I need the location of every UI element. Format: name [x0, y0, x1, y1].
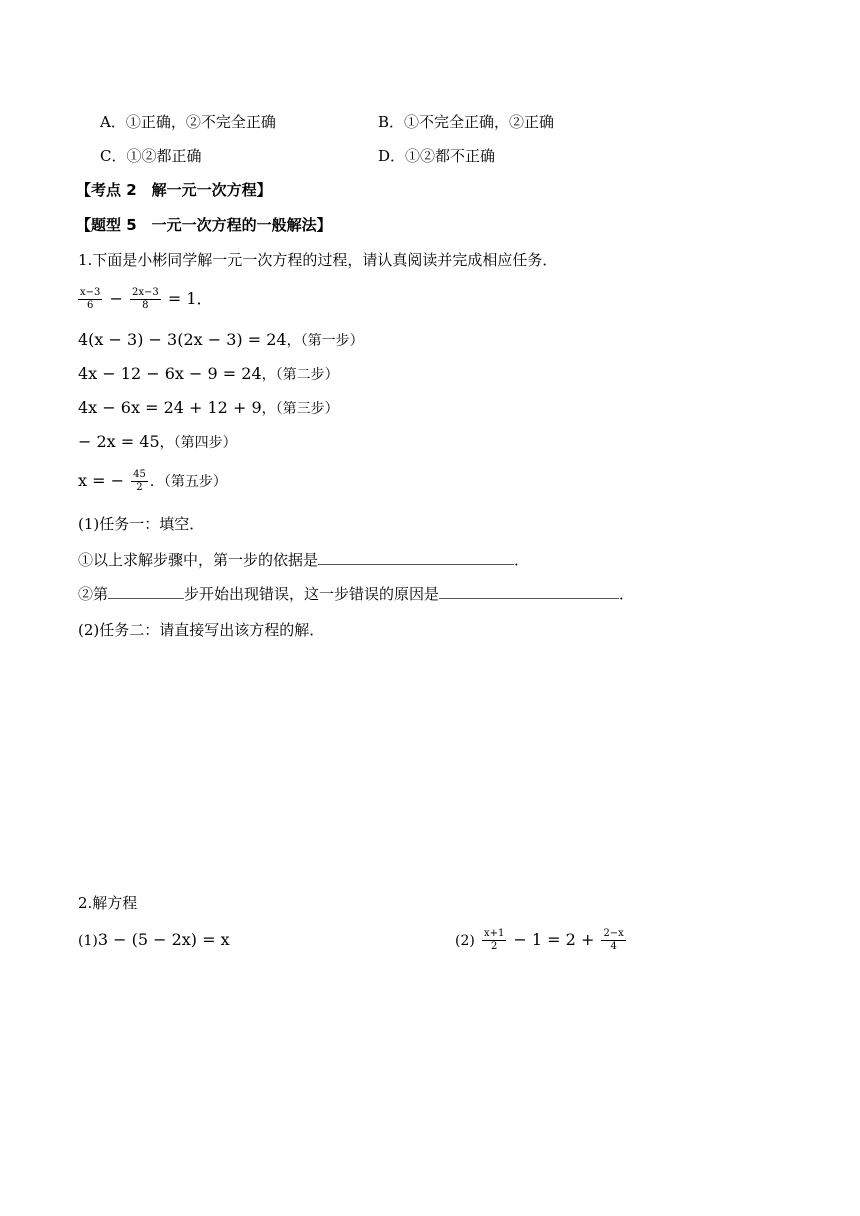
heading-tixing: 【题型 5 一元一次方程的一般解法】 [76, 216, 332, 234]
q2-part1-label: (1) [78, 933, 98, 949]
q1-frac2-den: 8 [142, 300, 149, 311]
q1-minus: − [109, 289, 123, 308]
q1-step-5 [78, 466, 227, 497]
q1-frac2-num: 2x−3 [131, 287, 159, 298]
q2-part1 [78, 930, 230, 951]
q1-step-1 [78, 330, 364, 351]
q1-task2: (2)任务二：请直接写出该方程的解． [78, 621, 325, 639]
q2-part2-frac1-num: x+1 [483, 928, 505, 939]
q1-step-5-frac [131, 469, 148, 494]
q1-step-1-expr: 4(x − 3) − 3(2x − 3) = 24 [78, 330, 287, 349]
q1-task1-item1-prefix: ①以上求解步骤中，第一步的依据是 [78, 551, 319, 569]
answer-blank-step[interactable] [108, 584, 184, 599]
q1-task1-item2-prefix: ②第 [78, 585, 109, 603]
answer-blank-reason[interactable] [439, 584, 619, 599]
q2-part2-frac1 [482, 928, 506, 953]
q1-task1: (1)任务一：填空． [78, 515, 205, 533]
choice-c: C．①②都正确 [100, 147, 202, 165]
q1-step-3-note: ，（第三步） [261, 401, 339, 417]
q2-part2 [455, 925, 628, 956]
q2-part2-label: (2) [455, 933, 475, 949]
q1-task1-item2 [78, 584, 634, 604]
choice-b: B．①不完全正确，②正确 [378, 113, 555, 131]
choice-a: A．①正确，②不完全正确 [100, 113, 276, 131]
q1-task1-item2-mid: 步开始出现错误，这一步错误的原因是 [184, 585, 440, 603]
q1-step-4-note: ，（第四步） [159, 435, 237, 451]
q1-step-2 [78, 364, 339, 385]
q1-step-5-num: 45 [133, 469, 146, 480]
q1-step-4-expr: − 2x = 45 [78, 432, 160, 451]
q1-equation [76, 284, 213, 314]
heading-kaodian: 【考点 2 解一元一次方程】 [76, 181, 272, 199]
q1-frac2 [130, 287, 161, 312]
q1-frac1 [78, 287, 102, 312]
q1-step-5-lhs: x = − [78, 471, 125, 490]
q1-task1-item1-suffix: ． [514, 551, 530, 569]
q1-task1-item2-suffix: ． [619, 585, 635, 603]
answer-blank-basis[interactable] [318, 550, 514, 565]
q2-part2-frac2 [601, 928, 625, 953]
q1-task1-item1 [78, 550, 529, 570]
q1-rhs: = 1． [167, 289, 213, 308]
q2-part2-frac1-den: 2 [490, 941, 498, 952]
q1-step-4 [78, 432, 237, 453]
q1-step-1-note: ，（第一步） [286, 333, 364, 349]
q1-step-2-expr: 4x − 12 − 6x − 9 = 24 [78, 364, 262, 383]
q1-frac1-den: 6 [87, 300, 94, 311]
q2-part1-expr: 3 − (5 − 2x) = x [97, 930, 230, 949]
q2-part2-frac2-num: 2−x [603, 928, 624, 939]
q1-step-3 [78, 398, 339, 419]
q1-step-3-expr: 4x − 6x = 24 + 12 + 9 [78, 398, 262, 417]
q1-step-5-den: 2 [136, 482, 143, 493]
q1-step-2-note: ，（第二步） [261, 367, 339, 383]
q2-part2-frac2-den: 4 [610, 941, 617, 952]
q1-intro: 1.下面是小彬同学解一元一次方程的过程，请认真阅读并完成相应任务． [78, 251, 558, 269]
q1-step-5-note: ．（第五步） [149, 474, 227, 490]
q2-part2-middle: − 1 = 2 + [513, 930, 595, 949]
q2-title: 2.解方程 [78, 894, 138, 912]
q1-frac1-num: x−3 [80, 287, 101, 298]
choice-d: D．①②都不正确 [378, 147, 496, 165]
